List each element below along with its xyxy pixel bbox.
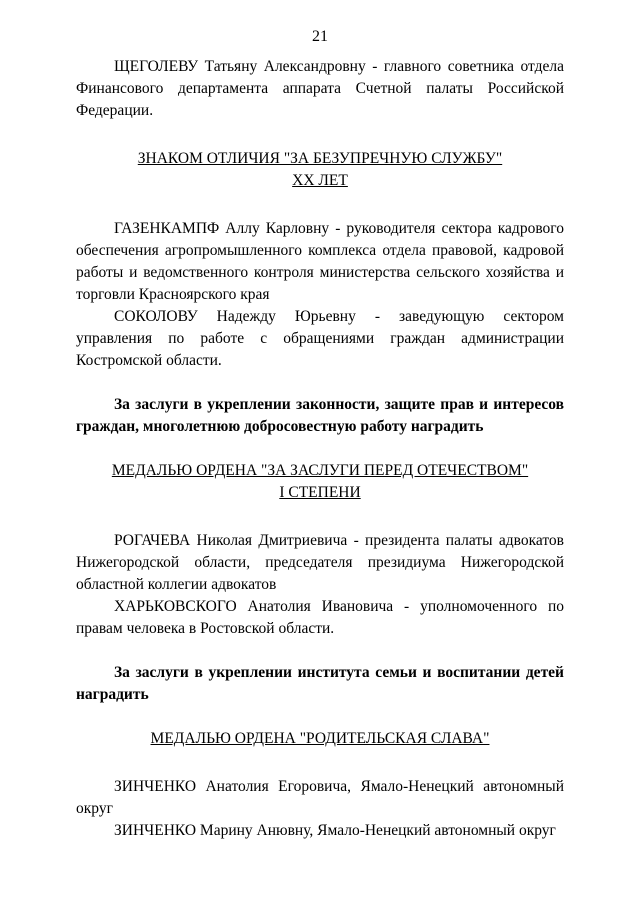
award-entry: ЗИНЧЕНКО Анатолия Егоровича, Ямало-Ненецкий автономный округ xyxy=(76,778,564,817)
award-heading-line: I СТЕПЕНИ xyxy=(279,484,361,501)
award-heading-merit-medal xyxy=(76,460,564,504)
award-entry: ЩЕГОЛЕВУ Татьяну Александровну - главного советника отдела Финансового департамента аппарата Счетной палаты Российской Федерации. xyxy=(76,58,564,119)
award-entry: РОГАЧЕВА Николая Дмитриевича - президента палаты адвокатов Нижегородской области, председателя президиума Нижегородской областной коллегии адвокатов xyxy=(76,532,564,593)
award-heading-parental-glory xyxy=(76,728,564,750)
award-heading-line: МЕДАЛЬЮ ОРДЕНА "РОДИТЕЛЬСКАЯ СЛАВА" xyxy=(150,730,490,747)
page-number: 21 xyxy=(312,28,328,45)
award-entry: ЗИНЧЕНКО Марину Анювну, Ямало-Ненецкий автономный округ xyxy=(114,822,556,839)
award-entry: ГАЗЕНКАМПФ Аллу Карловну - руководителя сектора кадрового обеспечения агропромышленного комплекса отдела правовой, кадровой работы и ведомственного контроля министерства сельского хозяйства и торговли Красноярского края xyxy=(76,220,564,303)
document-body xyxy=(76,56,564,842)
award-heading-service xyxy=(76,148,564,192)
decree-paragraph: За заслуги в укреплении института семьи и воспитании детей наградить xyxy=(76,664,564,703)
award-entry: ХАРЬКОВСКОГО Анатолия Ивановича - уполномоченного по правам человека в Ростовской области. xyxy=(76,598,564,637)
award-heading-line: XX ЛЕТ xyxy=(292,172,348,189)
award-heading-line: МЕДАЛЬЮ ОРДЕНА "ЗА ЗАСЛУГИ ПЕРЕД ОТЕЧЕСТВОМ" xyxy=(111,462,529,479)
award-heading-line: ЗНАКОМ ОТЛИЧИЯ "ЗА БЕЗУПРЕЧНУЮ СЛУЖБУ" xyxy=(137,150,503,167)
decree-paragraph: За заслуги в укреплении законности, защите прав и интересов граждан, многолетнюю добросовестную работу наградить xyxy=(76,396,564,435)
award-entry: СОКОЛОВУ Надежду Юрьевну - заведующую сектором управления по работе с обращениями граждан администрации Костромской области. xyxy=(76,308,564,369)
